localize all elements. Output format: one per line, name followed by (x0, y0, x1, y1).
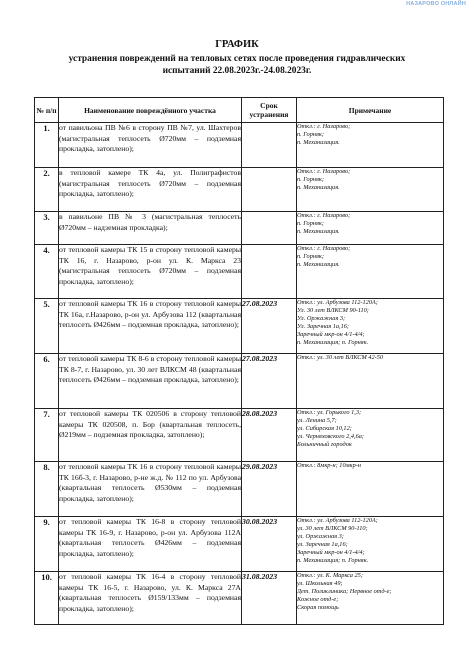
row-note (297, 409, 444, 462)
note-line: Заречный мкр-он 4/1-4/4; (297, 548, 365, 556)
row-note (297, 354, 444, 409)
note-line: Дет. Поликлиника; Нервное отд-е; (297, 587, 392, 595)
note-line: ул. Сибирская 10,12; (297, 424, 352, 432)
damaged-section: от тепловой камеры ТК 15 в сторону тепловой камеры ТК 16, г. Назарово, р-он ул. К. Маркса 23 (магистральная теплосеть Ø720мм – подземная прокладка, затоплено); (59, 245, 242, 299)
row-note (297, 123, 444, 168)
note-line: Откл.: ул. К. Маркса 25; (297, 572, 363, 579)
row-number: 7. (35, 409, 59, 462)
row-number: 9. (35, 517, 59, 572)
watermark: НАЗАРОВО ОНЛАЙН (406, 1, 466, 7)
note-line: Скорая помощь (297, 603, 339, 611)
note-line: Ул. 30 лет ВЛКСМ 90-110; (297, 306, 369, 314)
repair-deadline: 28.08.2023 (242, 409, 297, 462)
repair-deadline (242, 245, 297, 299)
table-row (35, 168, 444, 212)
damaged-section: от тепловой камеры ТК 020506 в сторону тепловой камеры ТК 020508, п. Бор (квартальная теплосеть, Ø219мм – подземная прокладка, затоплено); (59, 409, 242, 462)
note-line: п. Горняк; (297, 130, 324, 138)
damaged-section: от тепловой камеры ТК 16 в сторону тепловой камеры ТК 16б-3, г. Назарово, р-не ж.д. № 112 по ул. Арбузова (квартальная теплосеть Ø530мм – подземная прокладка, затоплено); (59, 462, 242, 517)
repair-deadline (242, 212, 297, 245)
damaged-section: от тепловой камеры ТК 16-4 в сторону тепловой камеры ТК 16-5, г. Назарово, ул. К. Маркса 27А (квартальная теплосеть Ø159/133мм – подземная прокладка, затоплено); (59, 572, 242, 625)
row-number: 2. (35, 168, 59, 212)
note-line: п. Горняк; (297, 175, 324, 183)
row-number: 5. (35, 299, 59, 354)
note-line: ул. Заречная 1а,16; (297, 540, 348, 548)
note-line: п. Механизация. (297, 260, 340, 268)
table-row (35, 212, 444, 245)
damaged-section: от тепловой камеры ТК 16-8 в сторону тепловой камеры ТК 16-9, г. Назарово, р-он ул. Арбузова 112А (квартальная теплосеть Ø426мм – подземная прокладка, затоплено); (59, 517, 242, 572)
note-line: ул. Черняховского 2,4,6а; (297, 432, 364, 440)
damaged-section: от тепловой камеры ТК 16 в сторону тепловой камеры ТК 16а, г.Назарово, р-он ул. Арбузова 112 (квартальная теплосеть Ø426мм – подземная прокладка, затоплено); (59, 299, 242, 354)
damaged-section: от тепловой камеры ТК 8-6 в сторону тепловой камеры ТК 8-7, г. Назарово, ул. 30 лет ВЛКСМ 48 (квартальная теплосеть Ø426мм – подземная прокладка, затоплено); (59, 354, 242, 409)
note-line: Заречный мкр-он 4/1-4/4; (297, 330, 365, 338)
note-line: п. Горняк; (297, 252, 324, 260)
note-line: Ул. Заречная 1а,16; (297, 322, 349, 330)
table-row (35, 354, 444, 409)
row-note (297, 462, 444, 517)
note-line: Больничный городок (297, 440, 352, 448)
row-note (297, 168, 444, 212)
note-line: ул. Школьная 49; (297, 579, 343, 587)
note-line: Откл.: г. Назарово; (297, 123, 351, 130)
repair-deadline: 31.08.2023 (242, 572, 297, 625)
table-header-row (35, 98, 444, 123)
row-number: 10. (35, 572, 59, 625)
damaged-section: в павильоне ПВ № 3 (магистральная теплосеть Ø720мм – надземная прокладка); (59, 212, 242, 245)
note-line: Откл.: г. Назарово; (297, 212, 351, 219)
subtitle-line-2: испытаний 22.08.2023г.-24.08.2023г. (162, 66, 312, 76)
note-line: Откл.: ул. Арбузова 112-120А; (297, 299, 378, 306)
note-line: п. Механизация; п. Горняк. (297, 556, 369, 564)
row-note (297, 299, 444, 354)
note-line: Ул. Оржажная 3; (297, 314, 346, 322)
note-line: Откл.: ул. Арбузова 112-120А; (297, 517, 378, 524)
row-note (297, 572, 444, 625)
column-header-name: Наименование повреждённого участка (59, 98, 242, 123)
damaged-section: от павильона ПВ №6 в сторону ПВ №7, ул. Шахтеров (магистральная теплосеть Ø720мм – подземная прокладка, затоплено); (59, 123, 242, 168)
table-row (35, 409, 444, 462)
note-line: п. Горняк; (297, 219, 324, 227)
repair-deadline: 30.08.2023 (242, 517, 297, 572)
row-note (297, 212, 444, 245)
table-row (35, 123, 444, 168)
repair-deadline (242, 168, 297, 212)
repair-deadline: 27.08.2023 (242, 299, 297, 354)
row-number: 6. (35, 354, 59, 409)
row-number: 3. (35, 212, 59, 245)
row-note (297, 517, 444, 572)
table-row (35, 245, 444, 299)
column-header-num: № п/п (35, 98, 59, 123)
repair-deadline: 27.08.2023 (242, 354, 297, 409)
note-line: п. Механизация. (297, 227, 340, 235)
note-line: п. Механизация. (297, 183, 340, 191)
note-line: ул. Ленина 5,7; (297, 416, 337, 424)
table-row (35, 517, 444, 572)
row-number: 8. (35, 462, 59, 517)
repair-deadline: 29.08.2023 (242, 462, 297, 517)
damaged-section: в тепловой камере ТК 4а, ул. Полиграфистов (магистральная теплосеть Ø720мм – подземная прокладка, затоплено); (59, 168, 242, 212)
note-line: п. Механизация. (297, 138, 340, 146)
table-row (35, 462, 444, 517)
table-row (35, 299, 444, 354)
note-line: Кожное отд-е; (297, 595, 339, 603)
column-header-deadline: Срок устранения (242, 98, 297, 123)
column-header-note: Примечание (297, 98, 444, 123)
row-number: 4. (35, 245, 59, 299)
subtitle-line-1: устранения повреждений на тепловых сетях после проведения гидравлических (68, 54, 406, 64)
repair-schedule-table (34, 97, 444, 625)
row-note (297, 245, 444, 299)
note-line: п. Механизация; п. Горняк. (297, 338, 369, 346)
document-title: ГРАФИК (215, 39, 259, 50)
table-row (35, 572, 444, 625)
note-line: Откл.: г. Назарово; (297, 245, 351, 252)
note-line: Откл.: ул. Горького 1,3; (297, 409, 362, 416)
note-line: Откл.: г. Назарово; (297, 168, 351, 175)
repair-deadline (242, 123, 297, 168)
note-line: Откл.: ул. 30 лет ВЛКСМ 42-50 (297, 354, 383, 361)
table-body (35, 123, 444, 625)
document-subtitle (20, 53, 454, 77)
note-line: ул. Оржажная 3; (297, 532, 344, 540)
note-line: Откл.: 8мкр-н; 10мкр-н (297, 462, 361, 469)
note-line: ул. 30 лет ВЛКСМ 90-110; (297, 524, 368, 532)
row-number: 1. (35, 123, 59, 168)
